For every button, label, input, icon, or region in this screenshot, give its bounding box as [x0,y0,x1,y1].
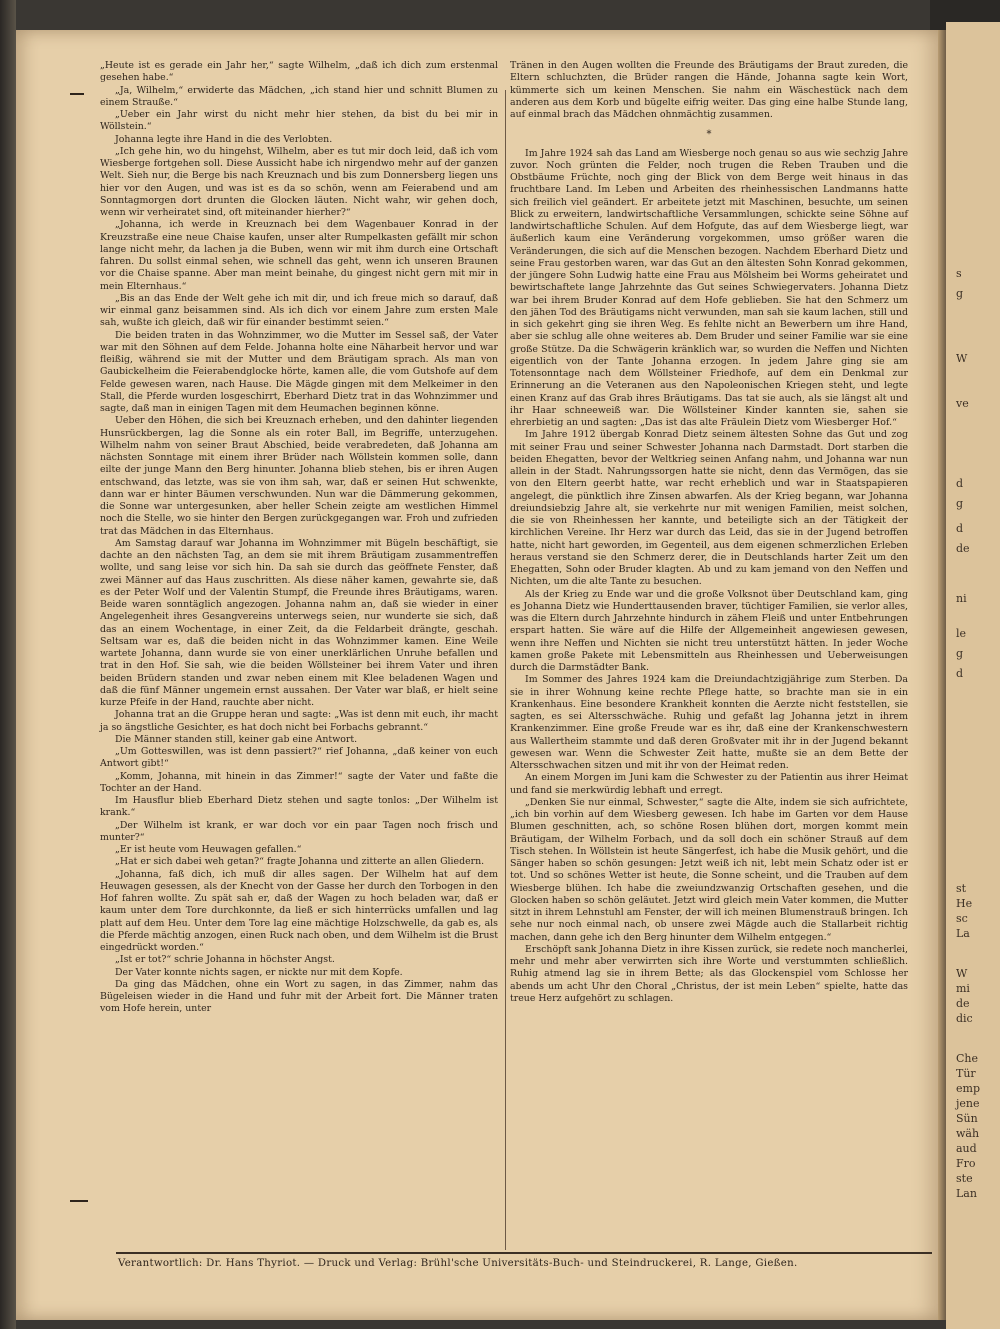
paragraph: Die beiden traten in das Wohnzimmer, wo die Mutter im Sessel saß, der Vater war mit den Söhnen auf dem Felde. Johanna holte eine Näharbeit hervor und war fleißig, während sie mit der Mutter und dem Bräutigam sprach. Als man von Gaubickelheim die Feierabendglocke hörte, kamen alle, die vom Gutshofe auf dem Felde gewesen waren, nach Hause. Die Mägde gingen mit dem Melkeimer in den Stall, die Pferde wurden losgeschirrt, Eberhard Dietz trat in das Wohnzimmer und sagte, daß man in einigen Tagen mit dem Heumachen beginnen könne. [100,329,498,414]
column-divider [505,90,506,1250]
adjacent-page-fragment: ve [956,397,969,410]
margin-mark [70,93,84,95]
adjacent-page-fragment: mi [956,982,970,995]
adjacent-page-fragment: d [956,522,964,535]
paragraph: „Ist er tot?“ schrie Johanna in höchster Angst. [115,954,335,966]
adjacent-page-fragment: s [956,267,962,280]
adjacent-page-fragment: g [956,647,964,660]
paragraph: Im Jahre 1924 sah das Land am Wiesberge noch genau so aus wie sechzig Jahre zuvor. Noch grünten die Felder, noch trugen die Reben Trauben und die Obstbäume Früchte, noch ging der Blick von dem Berge weit hinaus in das fruchtbare Land. Im Leben und Arbeiten des rheinhessischen Landmanns hatte sich freilich viel geändert. Er arbeitete jetzt mit Maschinen, besuchte, um seinen Blick zu erweitern, landwirtschaftliche Versammlungen, schickte seine Söhne auf landwirtschaftliche Schulen. Auf dem Hofgute, das auf dem Wiesberge liegt, war äußerlich kaum eine Veränderung vorgekommen, umso größer waren die Veränderungen, die sich auf die Menschen bezogen. Nachdem Eberhard Dietz und seine Frau gestorben waren, war das Gut an den ältesten Sohn Konrad gekommen, der jüngere Sohn Ludwig hatte eine Frau aus Mölsheim bei Worms geheiratet und bewirtschaftete lange Jahrzehnte das Gut seines Schwiegervaters. Johanna Dietz war bei ihrem Bruder Konrad auf dem Hofe geblieben. Sie hat den Schmerz um den jähen Tod des Bräutigams nicht verwunden, man sah sie kaum lachen, still und in sich gekehrt ging sie ihren Weg. Es fehlte nicht an Bewerbern um ihre Hand, aber sie schlug alle ohne weiteres ab. Dem Bruder und seiner Familie war sie eine große Stütze. Da die Schwägerin kränklich war, so wurden die Neffen und Nichten eigentlich von der Tante Johanna erzogen. In jedem Jahre ging sie am Totensonntage nach dem Wöllsteiner Friedhofe, auf dem ein Denkmal zur Erinnerung an die Veteranen aus den Napoleonischen Kriegen steht, und legte einen Kranz auf das Grab ihres Bräutigams. Das tat sie auch, als sie längst alt und ihr Haar schneeweiß war. Die Wöllsteiner Kinder kannten sie, sahen sie ehrerbietig an und sagten: „Das ist das alte Fräulein Dietz vom Wiesberger Hof.“ [510,147,908,428]
adjacent-page-fragment: dic [956,1012,973,1025]
adjacent-page-fragment: W [956,967,968,980]
adjacent-page-fragment: g [956,287,964,300]
adjacent-page-fragment: Che [956,1052,979,1065]
adjacent-page-fragment: Fro [956,1157,976,1170]
section-separator: * [706,129,712,141]
left-column [100,60,498,1016]
imprint-line: Verantwortlich: Dr. Hans Thyriot. — Druck und Verlag: Brühl'sche Universitäts-Buch- und Steindruckerei, R. Lange, Gießen. [118,1258,798,1269]
paragraph: „Der Wilhelm ist krank, er war doch vor ein paar Tagen noch frisch und munter?“ [100,819,498,843]
paragraph: Als der Krieg zu Ende war und die große Volksnot über Deutschland kam, ging es Johanna Dietz wie Hunderttausenden braver, tüchtiger Familien, sie verlor alles, was die Eltern durch Jahrzehnte hindurch in zähem Fleiß und unter Entbehrungen erspart hatten. Sie wäre auf die Hilfe der Allgemeinheit angewiesen gewesen, wenn ihre Neffen und Nichten sie nicht treu unterstützt hätten. In jeder Woche kamen große Pakete mit Lebensmitteln aus Rheinhessen und Ueberweisungen durch die Darmstädter Bank. [510,588,908,673]
adjacent-page-fragment: aud [956,1142,977,1155]
adjacent-page-fragment: st [956,882,967,895]
adjacent-page-fragment: sc [956,912,968,925]
paragraph: „Bis an das Ende der Welt gehe ich mit dir, und ich freue mich so darauf, daß wir einmal ganz beisammen sind. Als ich dich vor einem Jahre zum ersten Male sah, wußte ich gleich, daß wir für einander bestimmt seien.“ [100,292,498,329]
paragraph: Da ging das Mädchen, ohne ein Wort zu sagen, in das Zimmer, nahm das Bügeleisen wieder in die Hand und fuhr mit der Arbeit fort. Die Männer traten vom Hofe herein, unter [100,978,498,1015]
paragraph: Im Hausflur blieb Eberhard Dietz stehen und sagte tonlos: „Der Wilhelm ist krank.“ [100,795,498,819]
adjacent-page-fragment: d [956,667,964,680]
paragraph: Die Männer standen still, keiner gab eine Antwort. [115,733,358,745]
adjacent-page [946,22,1000,1329]
adjacent-page-fragment: de [956,997,970,1010]
paragraph: „Johanna, ich werde in Kreuznach bei dem Wagenbauer Konrad in der Kreuzstraße eine neue Chaise kaufen, unser alter Rumpelkasten gefällt mir schon lange nicht mehr, da lachen ja die Buben, wenn wir mit ihm durch eine Ortschaft fahren. Du sollst einmal sehen, wie schnell das geht, wenn ich unseren Braunen vor die Chaise spanne. Aber man meint beinahe, du gingest nicht gern mit mir in mein Elternhaus.“ [100,219,498,292]
adjacent-page-fragment: Lan [956,1187,977,1200]
right-column [510,60,908,1005]
paragraph: „Ja, Wilhelm,“ erwiderte das Mädchen, „ich stand hier und schnitt Blumen zu einem Strauße.“ [100,84,498,108]
paragraph: „Johanna, faß dich, ich muß dir alles sagen. Der Wilhelm hat auf dem Heuwagen gesessen, als der Knecht von der Gasse her durch den Torbogen in den Hof fahren wollte. Zu spät sah er, daß der Wagen zu hoch beladen war, daß er kaum unter dem Tore durchkonnte, da ließ er sich hinterrücks umfallen und lag platt auf dem Heu. Unter dem Tore lag eine mächtige Holzschwelle, da gab es, als die Pferde mächtig anzogen, einen Ruck nach oben, und dem Wilhelm ist die Brust eingedrückt worden.“ [100,868,498,953]
adjacent-page-fragment: jene [956,1097,980,1110]
paragraph: Der Vater konnte nichts sagen, er nickte nur mit dem Kopfe. [115,966,403,978]
paragraph: „Um Gotteswillen, was ist denn passiert?“ rief Johanna, „daß keiner von euch Antwort gibt!“ [100,746,498,770]
adjacent-page-fragment: ni [956,592,967,605]
adjacent-page-fragment: de [956,542,970,555]
paragraph: „Ueber ein Jahr wirst du nicht mehr hier stehen, da bist du bei mir in Wöllstein.“ [100,109,498,133]
adjacent-page-fragment: Tür [956,1067,976,1080]
paragraph: Johanna trat an die Gruppe heran und sagte: „Was ist denn mit euch, ihr macht ja so ängstliche Gesichter, es hat doch nicht bei Forbachs gebrannt.“ [100,709,498,733]
paragraph: „Komm, Johanna, mit hinein in das Zimmer!“ sagte der Vater und faßte die Tochter an der Hand. [100,770,498,794]
adjacent-page-fragment: La [956,927,970,940]
adjacent-page-fragment: W [956,352,968,365]
adjacent-page-fragment: He [956,897,973,910]
paragraph: Am Samstag darauf war Johanna im Wohnzimmer mit Bügeln beschäftigt, sie dachte an den nächsten Tag, an dem sie mit ihrem Bräutigam zusammentreffen wollte, und sang leise vor sich hin. Da sah sie durch das geöffnete Fenster, daß zwei Männer auf das Haus zuschritten. Als diese näher kamen, gewahrte sie, daß es der Peter Wolf und der Valentin Stumpf, die Freunde ihres Bräutigams, waren. Beide waren sonntäglich angezogen. Johanna nahm an, daß sie wieder in einer Angelegenheit ihres Gesangvereins unterwegs seien, nur wunderte sie sich, daß das an einem Wochentage, in einer Zeit, da die Feldarbeit drängte, geschah. Seltsam war es, daß die beiden nicht in das Wohnzimmer kamen. Eine Weile wartete Johanna, dann wurde sie von einer unerklärlichen Unruhe befallen und trat in den Hof. Sie sah, wie die beiden Wöllsteiner bei ihrem Vater und ihren beiden Brüdern standen und zwar neben einem mit Klee beladenen Wagen und daß die fünf Männer ungemein ernst aussahen. Der Vater war blaß, er hielt seine kurze Pfeife in der Hand, rauchte aber nicht. [100,537,498,708]
paragraph: Im Jahre 1912 übergab Konrad Dietz seinem ältesten Sohne das Gut und zog mit seiner Frau und seiner Schwester Johanna nach Darmstadt. Dort starben die beiden Ehegatten, bevor der Weltkrieg seinen Anfang nahm, und Johanna war nun allein in der Stadt. Nahrungssorgen hatte sie nicht, denn das Vermögen, das sie von den Eltern geerbt hatte, war recht erheblich und war in Staatspapieren angelegt, die pünktlich ihre Zinsen abwarfen. Als der Krieg begann, war Johanna dreiundsiebzig Jahre alt, sie verkehrte nur mit wenigen Familien, meist solchen, die sie von Rheinhessen her kannte, und beteiligte sich an der Tätigkeit der kirchlichen Vereine. Ihr Herz war durch das Leid, das sie in der Jugend betroffen hatte, nicht hart geworden, im Gegenteil, aus dem eigenen schmerzlichen Erleben heraus verstand sie den Schmerz derer, die in Deutschlands harter Zeit um den Ehegatten, Sohn oder Bruder klagten. Ab und zu kam jemand von den Neffen und Nichten, um die alte Tante zu besuchen. [510,429,908,588]
page-gutter [938,30,946,1320]
adjacent-page-fragment: ste [956,1172,973,1185]
footer-rule [116,1252,932,1254]
paragraph: „Heute ist es gerade ein Jahr her,“ sagte Wilhelm, „daß ich dich zum erstenmal gesehen habe.“ [100,60,498,84]
adjacent-page-fragment: wäh [956,1127,980,1140]
adjacent-page-fragment: g [956,497,964,510]
paragraph: „Er ist heute vom Heuwagen gefallen.“ [115,844,302,855]
paragraph: „Ich gehe hin, wo du hingehst, Wilhelm, aber es tut mir doch leid, daß ich vom Wiesberge fortgehen soll. Diese Aussicht habe ich nirgendwo mehr auf der ganzen Welt. Sieh nur, die Berge bis nach Kreuznach und bis zum Donnersberg liegen uns hier vor den Augen, und was ist es da so schön, wenn am Feierabend und am Sonntagmorgen dort drunten die Glocken läuten. Nicht wahr, wir gehen doch, wenn wir verheiratet sind, oft miteinander hierher?“ [100,145,498,218]
adjacent-page-fragment: emp [956,1082,980,1095]
paragraph: Tränen in den Augen wollten die Freunde des Bräutigams der Braut zureden, die Eltern schluchzten, die Brüder rangen die Hände, Johanna sagte kein Wort, kümmerte sich um keinen Menschen. Sie nahm ein Wäschestück nach dem anderen aus dem Korb und bügelte eifrig weiter. Das ging eine halbe Stunde lang, auf einmal brach das Mädchen ohnmächtig zusammen. [510,60,908,120]
book-binding [0,0,16,1329]
paragraph: An einem Morgen im Juni kam die Schwester zu der Patientin aus ihrer Heimat und fand sie merkwürdig lebhaft und erregt. [510,772,908,796]
adjacent-page-fragment: d [956,477,964,490]
adjacent-page-fragment: le [956,627,967,640]
paragraph: Erschöpft sank Johanna Dietz in ihre Kissen zurück, sie redete noch mancherlei, mehr und mehr aber verwirrten sich ihre Worte und verstummten schließlich. Ruhig atmend lag sie in ihrem Bette; als das Glockenspiel vom Schlosse her abends um acht Uhr den Choral „Christus, der ist mein Leben“ spielte, hatte das treue Herz aufgehört zu schlagen. [510,943,909,1004]
paragraph: Ueber den Höhen, die sich bei Kreuznach erheben, und den dahinter liegenden Hunsrückbergen, lag die Sonne als ein roter Ball, im Begriffe, unterzugehen. Wilhelm nahm von seiner Braut Abschied, beide verabredeten, daß Johanna am nächsten Sonntage mit einem ihrer Brüder nach Wöllstein kommen solle, dann eilte der junge Mann den Berg hinunter. Johanna blieb stehen, bis er ihren Augen entschwand, das letzte, was sie von ihm sah, war, daß er seinen Hut schwenkte, dann war er hinter Bäumen verschwunden. Nun war die Dämmerung gekommen, die Sonne war untergesunken, aber heller Schein zeigte am westlichen Himmel noch die Stelle, wo sie hinter den Bergen zurückgegangen war. Froh und zufrieden trat das Mädchen in das Elternhaus. [100,415,498,537]
adjacent-page-fragment: Sün [956,1112,978,1125]
paragraph: „Denken Sie nur einmal, Schwester,“ sagte die Alte, indem sie sich aufrichtete, „ich bin vorhin auf dem Wiesberg gewesen. Ich habe im Garten vor dem Hause Blumen geschnitten, ach, so schöne Rosen blühen dort, morgen kommt mein Bräutigam, der Wilhelm Forbach, und da soll doch ein schöner Strauß auf dem Tisch stehen. In Wöllstein ist heute Sängerfest, ich habe die Musik gehört, und die Sänger haben so schön gesungen: Jetzt weiß ich nit, lebt mein Schatz oder ist er tot. Und so schönes Wetter ist heute, die Sonne scheint, und die Trauben auf dem Wiesberge blühen. Ich habe die zweiundzwanzig Ortschaften gesehen, und die Glocken haben so schön geläutet. Jetzt wird gleich mein Vater kommen, die Mutter sitzt in ihrem Lehnstuhl am Fenster, der will ich meinen Blumenstrauß bringen. Ich sehe nur noch einmal nach, ob unsere zwei Mägde auch die Stallarbeit richtig machen, dann gehe ich den Berg hinunter dem Wilhelm entgegen.“ [510,796,908,943]
paragraph: Johanna legte ihre Hand in die des Verlobten. [115,133,333,145]
paragraph: „Hat er sich dabei weh getan?“ fragte Johanna und zitterte an allen Gliedern. [115,856,485,868]
paragraph: Im Sommer des Jahres 1924 kam die Dreiundachtzigjährige zum Sterben. Da sie in ihrer Wohnung keine rechte Pflege hatte, so brachte man sie in ein Krankenhaus. Eine besondere Krankheit konnten die Aerzte nicht feststellen, sie sagten, es sei Altersschwäche. Ruhig und gefaßt lag Johanna jetzt in ihrem Krankenzimmer. Eine große Freude war es ihr, daß eine der Krankenschwestern aus Wallertheim stammte und daß deren Großvater mit ihr in der Jugend bekannt gewesen war. Wenn die Schwester Zeit hatte, mußte sie an dem Bette der Altersschwachen sitzen und mit ihr von der Heimat reden. [510,674,908,771]
margin-mark [70,1200,88,1202]
